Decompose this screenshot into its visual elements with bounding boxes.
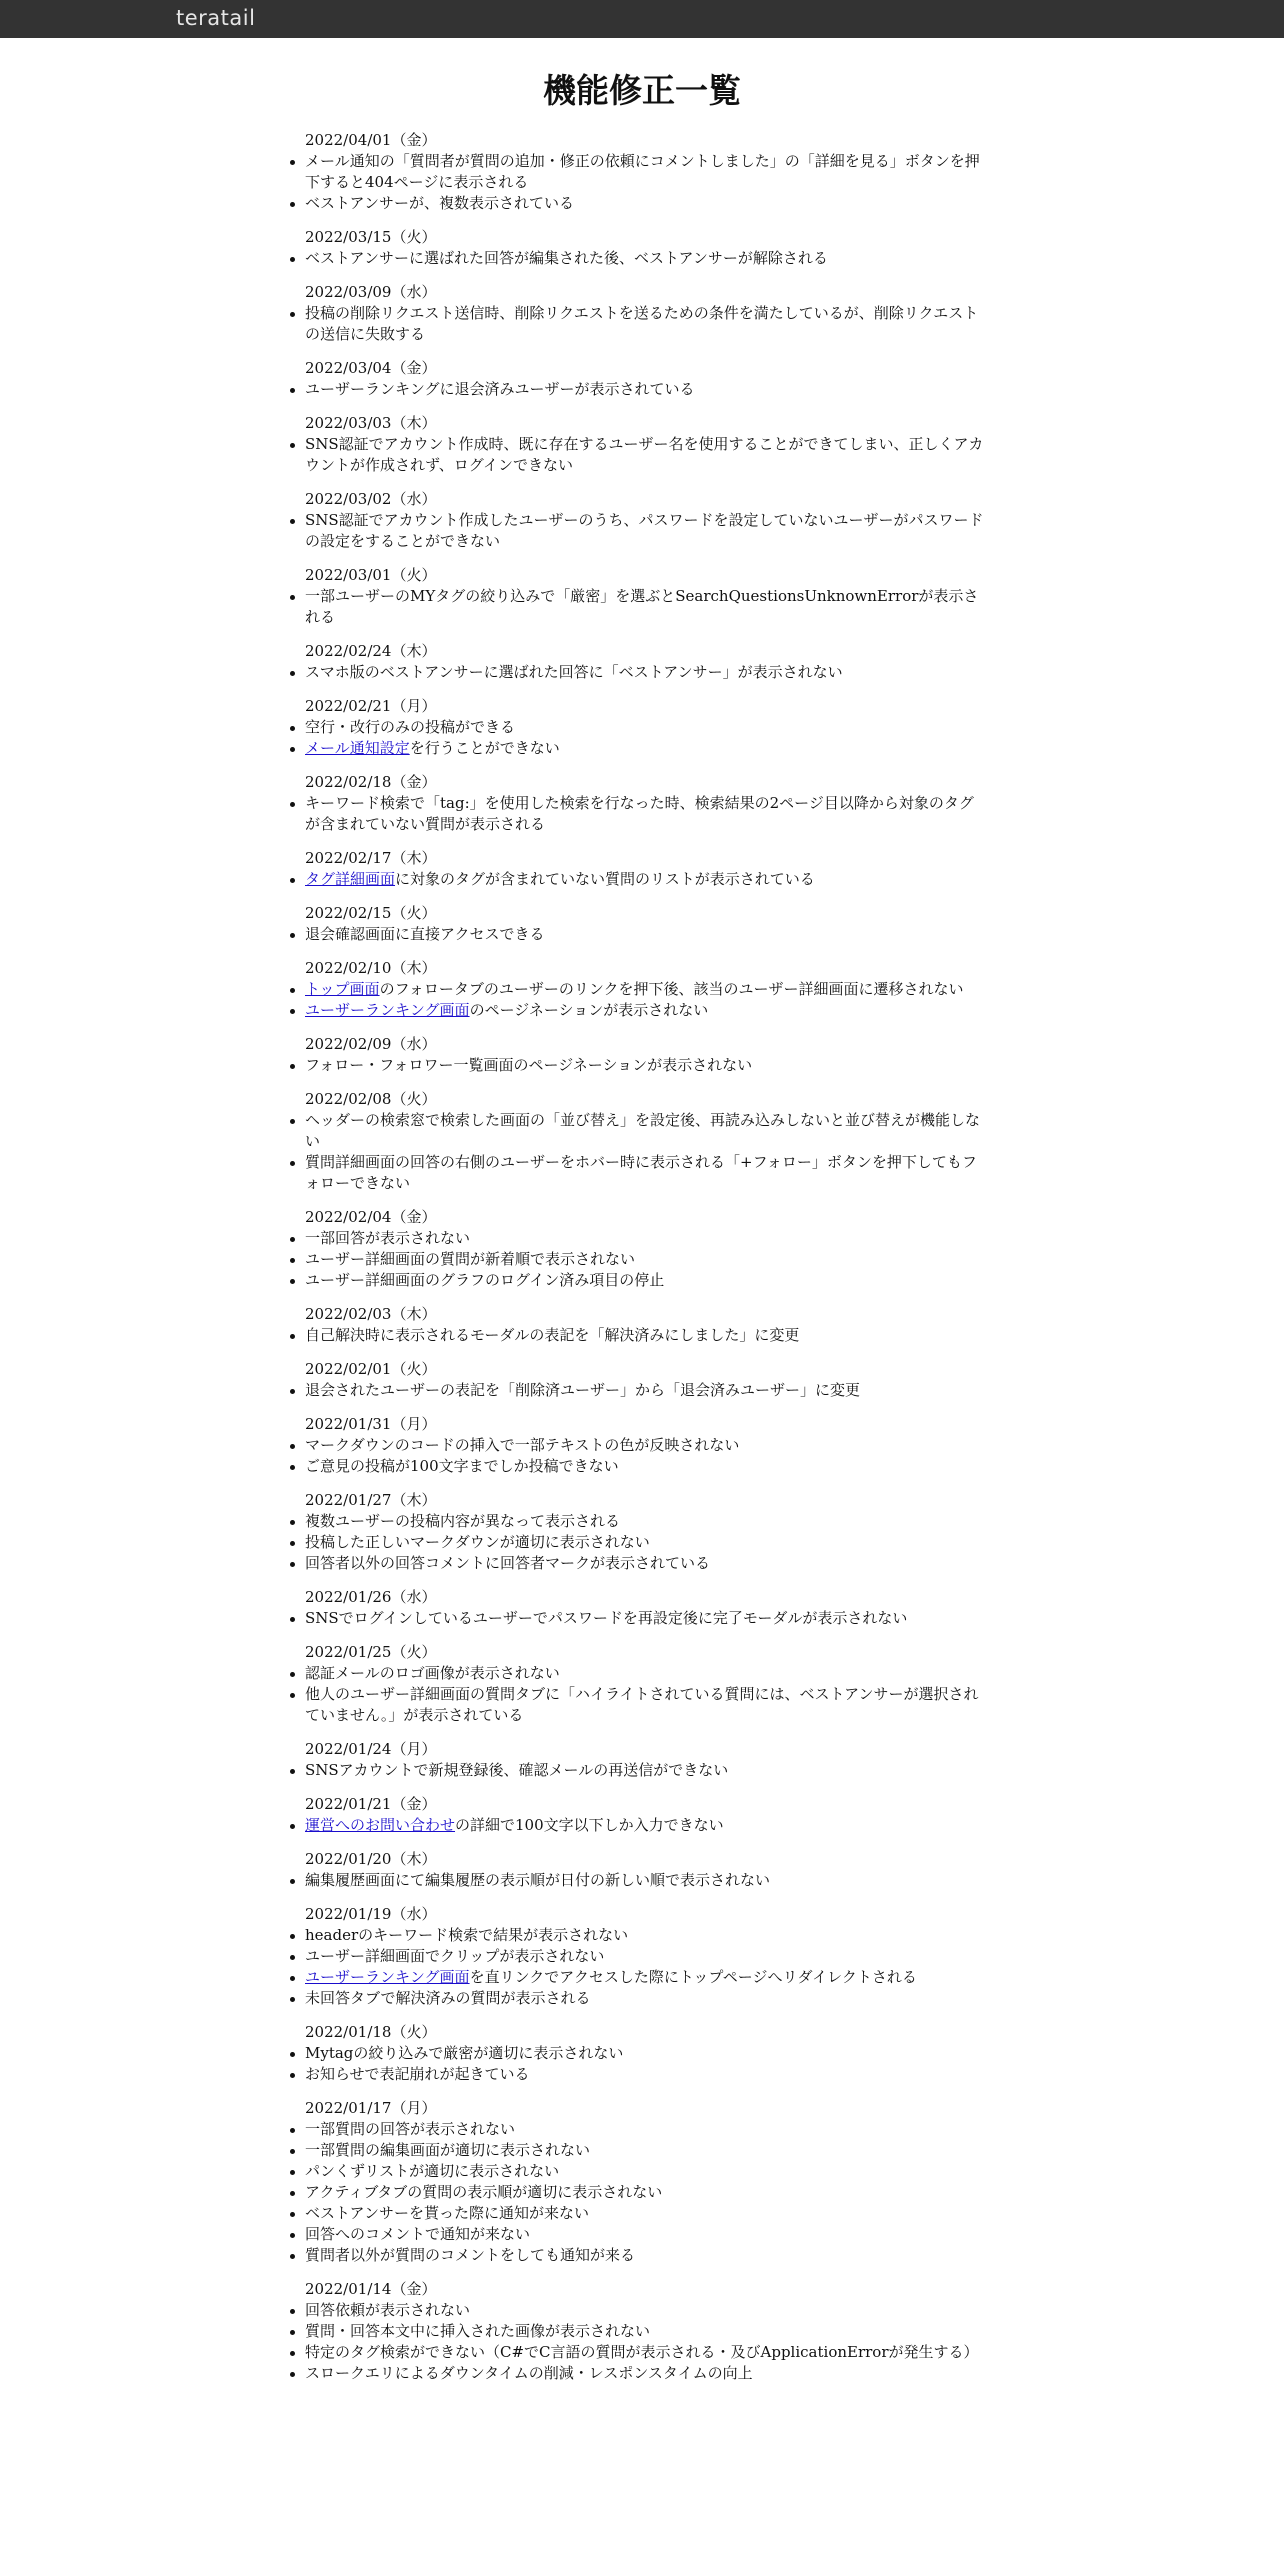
- fix-item: [305, 1815, 985, 1836]
- entry-date: 2022/02/03（木）: [305, 1304, 437, 1323]
- changelog-entry: [305, 848, 985, 890]
- fix-item: [305, 1152, 985, 1194]
- fix-list: [305, 1925, 985, 2009]
- fix-item: [305, 379, 985, 400]
- entry-date: 2022/03/09（水）: [305, 282, 437, 301]
- fix-item-text: 投稿の削除リクエスト送信時、削除リクエストを送るための条件を満たしているが、削除リクエストの送信に失敗する: [305, 303, 979, 343]
- entry-date: 2022/02/21（月）: [305, 696, 437, 715]
- fix-item: [305, 1000, 985, 1021]
- fix-item-text: 退会されたユーザーの表記を「削除済ユーザー」から「退会済みユーザー」に変更: [305, 1380, 861, 1399]
- changelog-entry: [305, 2279, 985, 2384]
- fix-list: [305, 1511, 985, 1574]
- fix-item: [305, 1967, 985, 1988]
- fix-item: [305, 1760, 985, 1781]
- fix-item: [305, 1553, 985, 1574]
- entry-date: 2022/04/01（金）: [305, 130, 437, 149]
- fix-item: [305, 1325, 985, 1346]
- fix-item-text: ベストアンサーを貰った際に通知が来ない: [305, 2203, 589, 2222]
- fix-list: [305, 717, 985, 759]
- fix-item: [305, 2140, 985, 2161]
- fix-item: [305, 1925, 985, 1946]
- fix-item-text: SNSでログインしているユーザーでパスワードを再設定後に完了モーダルが表示されない: [305, 1608, 908, 1627]
- entry-date: 2022/02/10（木）: [305, 958, 437, 977]
- fix-item: [305, 717, 985, 738]
- fix-item-text: ベストアンサーに選ばれた回答が編集された後、ベストアンサーが解除される: [305, 248, 828, 267]
- changelog-entry: [305, 958, 985, 1021]
- fix-item-text: 一部回答が表示されない: [305, 1228, 471, 1247]
- fix-item: [305, 1532, 985, 1553]
- entry-date: 2022/02/09（水）: [305, 1034, 437, 1053]
- changelog-entry: [305, 1034, 985, 1076]
- entry-date: 2022/02/17（木）: [305, 848, 437, 867]
- fix-item: [305, 738, 985, 759]
- entry-date: 2022/01/31（月）: [305, 1414, 437, 1433]
- entry-date: 2022/01/18（火）: [305, 2022, 437, 2041]
- fix-item-link[interactable]: タグ詳細画面: [305, 869, 396, 888]
- fix-item-text: のフォロータブのユーザーのリンクを押下後、該当のユーザー詳細画面に遷移されない: [379, 979, 964, 998]
- fix-item-text: を直リンクでアクセスした際にトップページへリダイレクトされる: [469, 1967, 917, 1986]
- fix-item: [305, 1608, 985, 1629]
- changelog-entry: [305, 227, 985, 269]
- entry-date: 2022/03/15（火）: [305, 227, 437, 246]
- entry-date: 2022/03/04（金）: [305, 358, 437, 377]
- fix-item-text: SNS認証でアカウント作成時、既に存在するユーザー名を使用することができてしまい、正しくアカウントが作成されず、ログインできない: [305, 434, 984, 474]
- changelog-entry: [305, 1207, 985, 1291]
- fix-item: [305, 1055, 985, 1076]
- fix-item-text: 一部質問の回答が表示されない: [305, 2119, 516, 2138]
- changelog-entry: [305, 696, 985, 759]
- fix-item-text: フォロー・フォロワー一覧画面のページネーションが表示されない: [305, 1055, 753, 1074]
- entry-date: 2022/02/18（金）: [305, 772, 437, 791]
- fix-item: [305, 1435, 985, 1456]
- fix-item: [305, 1110, 985, 1152]
- changelog-entry: [305, 1587, 985, 1629]
- fix-item: [305, 2203, 985, 2224]
- fix-item-text: 退会確認画面に直接アクセスできる: [305, 924, 545, 943]
- fix-item-text: 回答依頼が表示されない: [305, 2300, 471, 2319]
- fix-list: [305, 979, 985, 1021]
- entry-date: 2022/01/25（火）: [305, 1642, 437, 1661]
- fix-item: [305, 2321, 985, 2342]
- fix-item-text: 複数ユーザーの投稿内容が異なって表示される: [305, 1511, 621, 1530]
- fix-item-text: ユーザー詳細画面のグラフのログイン済み項目の停止: [305, 1270, 665, 1289]
- changelog-entry: [305, 641, 985, 683]
- fix-item: [305, 303, 985, 345]
- changelog-entry: [305, 282, 985, 345]
- fix-item: [305, 151, 985, 193]
- fix-item-text: メール通知の「質問者が質問の追加・修正の依頼にコメントしました」の「詳細を見る」ボタンを押下すると404ページに表示される: [305, 151, 980, 191]
- fix-item-link[interactable]: ユーザーランキング画面: [305, 1967, 470, 1986]
- fix-item-text: 編集履歴画面にて編集履歴の表示順が日付の新しい順で表示されない: [305, 1870, 771, 1889]
- changelog-entry: [305, 1304, 985, 1346]
- fix-item: [305, 2224, 985, 2245]
- entry-date: 2022/03/02（水）: [305, 489, 437, 508]
- fix-item-text: キーワード検索で「tag:」を使用した検索を行なった時、検索結果の2ページ目以降から対象のタグが含まれていない質問が表示される: [305, 793, 974, 833]
- changelog-entry: [305, 489, 985, 552]
- fix-item: [305, 1456, 985, 1477]
- fix-item-link[interactable]: メール通知設定: [305, 738, 410, 757]
- fix-item: [305, 2161, 985, 2182]
- entry-date: 2022/02/24（木）: [305, 641, 437, 660]
- fix-item-text: ベストアンサーが、複数表示されている: [305, 193, 574, 212]
- fix-item-text: 質問・回答本文中に挿入された画像が表示されない: [305, 2321, 651, 2340]
- fix-list: [305, 793, 985, 835]
- fix-item: [305, 1870, 985, 1891]
- changelog-entry: [305, 1849, 985, 1891]
- fix-item: [305, 924, 985, 945]
- fix-item: [305, 662, 985, 683]
- changelog-entry: [305, 413, 985, 476]
- changelog-entry: [305, 1642, 985, 1726]
- changelog-entry: [305, 565, 985, 628]
- entry-date: 2022/01/20（木）: [305, 1849, 437, 1868]
- fix-list: [305, 510, 985, 552]
- fix-item-text: SNS認証でアカウント作成したユーザーのうち、パスワードを設定していないユーザーがパスワードの設定をすることができない: [305, 510, 984, 550]
- entry-date: 2022/01/21（金）: [305, 1794, 437, 1813]
- changelog-entry: [305, 903, 985, 945]
- fix-item-text: 他人のユーザー詳細画面の質問タブに「ハイライトされている質問には、ベストアンサーが選択されていません。」が表示されている: [305, 1684, 979, 1724]
- entry-date: 2022/01/24（月）: [305, 1739, 437, 1758]
- entry-date: 2022/01/14（金）: [305, 2279, 437, 2298]
- entry-date: 2022/01/26（水）: [305, 1587, 437, 1606]
- changelog-entry: [305, 1414, 985, 1477]
- fix-item-link[interactable]: ユーザーランキング画面: [305, 1000, 470, 1019]
- fix-list: [305, 2043, 985, 2085]
- fix-list: [305, 1325, 985, 1346]
- entry-date: 2022/03/03（木）: [305, 413, 437, 432]
- fix-item: [305, 510, 985, 552]
- entry-date: 2022/01/19（水）: [305, 1904, 437, 1923]
- fix-item-text: を行うことができない: [409, 738, 560, 757]
- fix-list: [305, 1380, 985, 1401]
- fix-item: [305, 793, 985, 835]
- entry-date: 2022/01/27（木）: [305, 1490, 437, 1509]
- fix-item: [305, 1270, 985, 1291]
- entry-date: 2022/02/08（火）: [305, 1089, 437, 1108]
- fix-list: [305, 1055, 985, 1076]
- top-header-bar: [0, 0, 1284, 38]
- fix-item: [305, 2043, 985, 2064]
- fix-item-text: のページネーションが表示されない: [469, 1000, 709, 1019]
- fix-item-text: 自己解決時に表示されるモーダルの表記を「解決済みにしました」に変更: [305, 1325, 800, 1344]
- fix-item: [305, 979, 985, 1000]
- fix-item: [305, 248, 985, 269]
- entry-date: 2022/01/17（月）: [305, 2098, 437, 2117]
- fix-item: [305, 1684, 985, 1726]
- fix-list: [305, 2119, 985, 2266]
- entry-date: 2022/02/15（火）: [305, 903, 437, 922]
- fix-list: [305, 586, 985, 628]
- fix-item: [305, 1380, 985, 1401]
- changelog-entry: [305, 1089, 985, 1194]
- fix-item-text: スマホ版のベストアンサーに選ばれた回答に「ベストアンサー」が表示されない: [305, 662, 843, 681]
- fix-item: [305, 2342, 985, 2363]
- fix-item-text: headerのキーワード検索で結果が表示されない: [305, 1925, 629, 1944]
- fix-item-text: ご意見の投稿が100文字までしか投稿できない: [305, 1456, 619, 1475]
- fix-list: [305, 1228, 985, 1291]
- fix-item-text: 回答へのコメントで通知が来ない: [305, 2224, 531, 2243]
- fix-item-text: 未回答タブで解決済みの質問が表示される: [305, 1988, 591, 2007]
- fix-item-link[interactable]: トップ画面: [305, 979, 380, 998]
- fix-list: [305, 1815, 985, 1836]
- teratail-logo[interactable]: teratail: [176, 6, 256, 30]
- fix-list: [305, 869, 985, 890]
- fix-item-text: に対象のタグが含まれていない質問のリストが表示されている: [395, 869, 815, 888]
- fix-list: [305, 248, 985, 269]
- fix-item: [305, 434, 985, 476]
- fix-list: [305, 151, 985, 214]
- fix-item: [305, 869, 985, 890]
- fix-item: [305, 2300, 985, 2321]
- fix-item-text: 空行・改行のみの投稿ができる: [305, 717, 516, 736]
- entry-date: 2022/03/01（火）: [305, 565, 437, 584]
- fix-list: [305, 1870, 985, 1891]
- entry-date: 2022/02/01（火）: [305, 1359, 437, 1378]
- fix-item: [305, 586, 985, 628]
- entry-date: 2022/02/04（金）: [305, 1207, 437, 1226]
- fix-item: [305, 1946, 985, 1967]
- page-title: 機能修正一覧: [543, 71, 741, 110]
- fix-item: [305, 2245, 985, 2266]
- fix-item-text: 質問者以外が質問のコメントをしても通知が来る: [305, 2245, 636, 2264]
- fix-item-text: の詳細で100文字以下しか入力できない: [455, 1815, 724, 1834]
- fix-item-text: ヘッダーの検索窓で検索した画面の「並び替え」を設定後、再読み込みしないと並び替えが機能しない: [305, 1110, 981, 1150]
- fix-list: [305, 303, 985, 345]
- fix-list: [305, 1760, 985, 1781]
- fix-item: [305, 1988, 985, 2009]
- fix-item-text: アクティブタブの質問の表示順が適切に表示されない: [305, 2182, 663, 2201]
- fix-item: [305, 1249, 985, 1270]
- fix-item-text: お知らせで表記崩れが起きている: [305, 2064, 530, 2083]
- fix-item: [305, 1228, 985, 1249]
- fix-list: [305, 662, 985, 683]
- fix-item-text: 認証メールのロゴ画像が表示されない: [305, 1663, 560, 1682]
- fix-item-text: 回答者以外の回答コメントに回答者マークが表示されている: [305, 1553, 711, 1572]
- fix-item-text: ユーザーランキングに退会済みユーザーが表示されている: [305, 379, 695, 398]
- changelog-list: [305, 130, 985, 2384]
- fix-item-text: ユーザー詳細画面でクリップが表示されない: [305, 1946, 605, 1965]
- changelog-entry: [305, 772, 985, 835]
- fix-list: [305, 379, 985, 400]
- fix-list: [305, 1435, 985, 1477]
- changelog-entry: [305, 1490, 985, 1574]
- fix-list: [305, 1663, 985, 1726]
- fix-item-text: 特定のタグ検索ができない（C#でC言語の質問が表示される・及びApplicationErrorが発生する）: [305, 2342, 979, 2361]
- changelog-entry: [305, 1794, 985, 1836]
- fix-item-text: 質問詳細画面の回答の右側のユーザーをホバー時に表示される「+フォロー」ボタンを押下してもフォローできない: [305, 1152, 977, 1192]
- fix-list: [305, 1110, 985, 1194]
- fix-item-text: Mytagの絞り込みで厳密が適切に表示されない: [305, 2043, 624, 2062]
- changelog-entry: [305, 130, 985, 214]
- fix-item-text: スロークエリによるダウンタイムの削減・レスポンスタイムの向上: [305, 2363, 753, 2382]
- fix-item: [305, 193, 985, 214]
- fix-item: [305, 2182, 985, 2203]
- fix-item-text: ユーザー詳細画面の質問が新着順で表示されない: [305, 1249, 636, 1268]
- fix-list: [305, 2300, 985, 2384]
- fix-item: [305, 2119, 985, 2140]
- changelog-entry: [305, 1359, 985, 1401]
- fix-item: [305, 2363, 985, 2384]
- fix-item-text: マークダウンのコードの挿入で一部テキストの色が反映されない: [305, 1435, 740, 1454]
- changelog-entry: [305, 2098, 985, 2266]
- changelog-entry: [305, 1739, 985, 1781]
- fix-item: [305, 2064, 985, 2085]
- changelog-entry: [305, 2022, 985, 2085]
- fix-item: [305, 1511, 985, 1532]
- fix-item: [305, 1663, 985, 1684]
- fix-item-link[interactable]: 運営へのお問い合わせ: [305, 1815, 456, 1834]
- fix-list: [305, 1608, 985, 1629]
- changelog-entry: [305, 358, 985, 400]
- fix-item-text: パンくずリストが適切に表示されない: [305, 2161, 560, 2180]
- fix-list: [305, 924, 985, 945]
- fix-item-text: 一部質問の編集画面が適切に表示されない: [305, 2140, 591, 2159]
- fix-item-text: 一部ユーザーのMYタグの絞り込みで「厳密」を選ぶとSearchQuestionsUnknownErrorが表示される: [305, 586, 979, 626]
- fix-item-text: SNSアカウントで新規登録後、確認メールの再送信ができない: [305, 1760, 729, 1779]
- fix-list: [305, 434, 985, 476]
- changelog-entry: [305, 1904, 985, 2009]
- fix-item-text: 投稿した正しいマークダウンが適切に表示されない: [305, 1532, 650, 1551]
